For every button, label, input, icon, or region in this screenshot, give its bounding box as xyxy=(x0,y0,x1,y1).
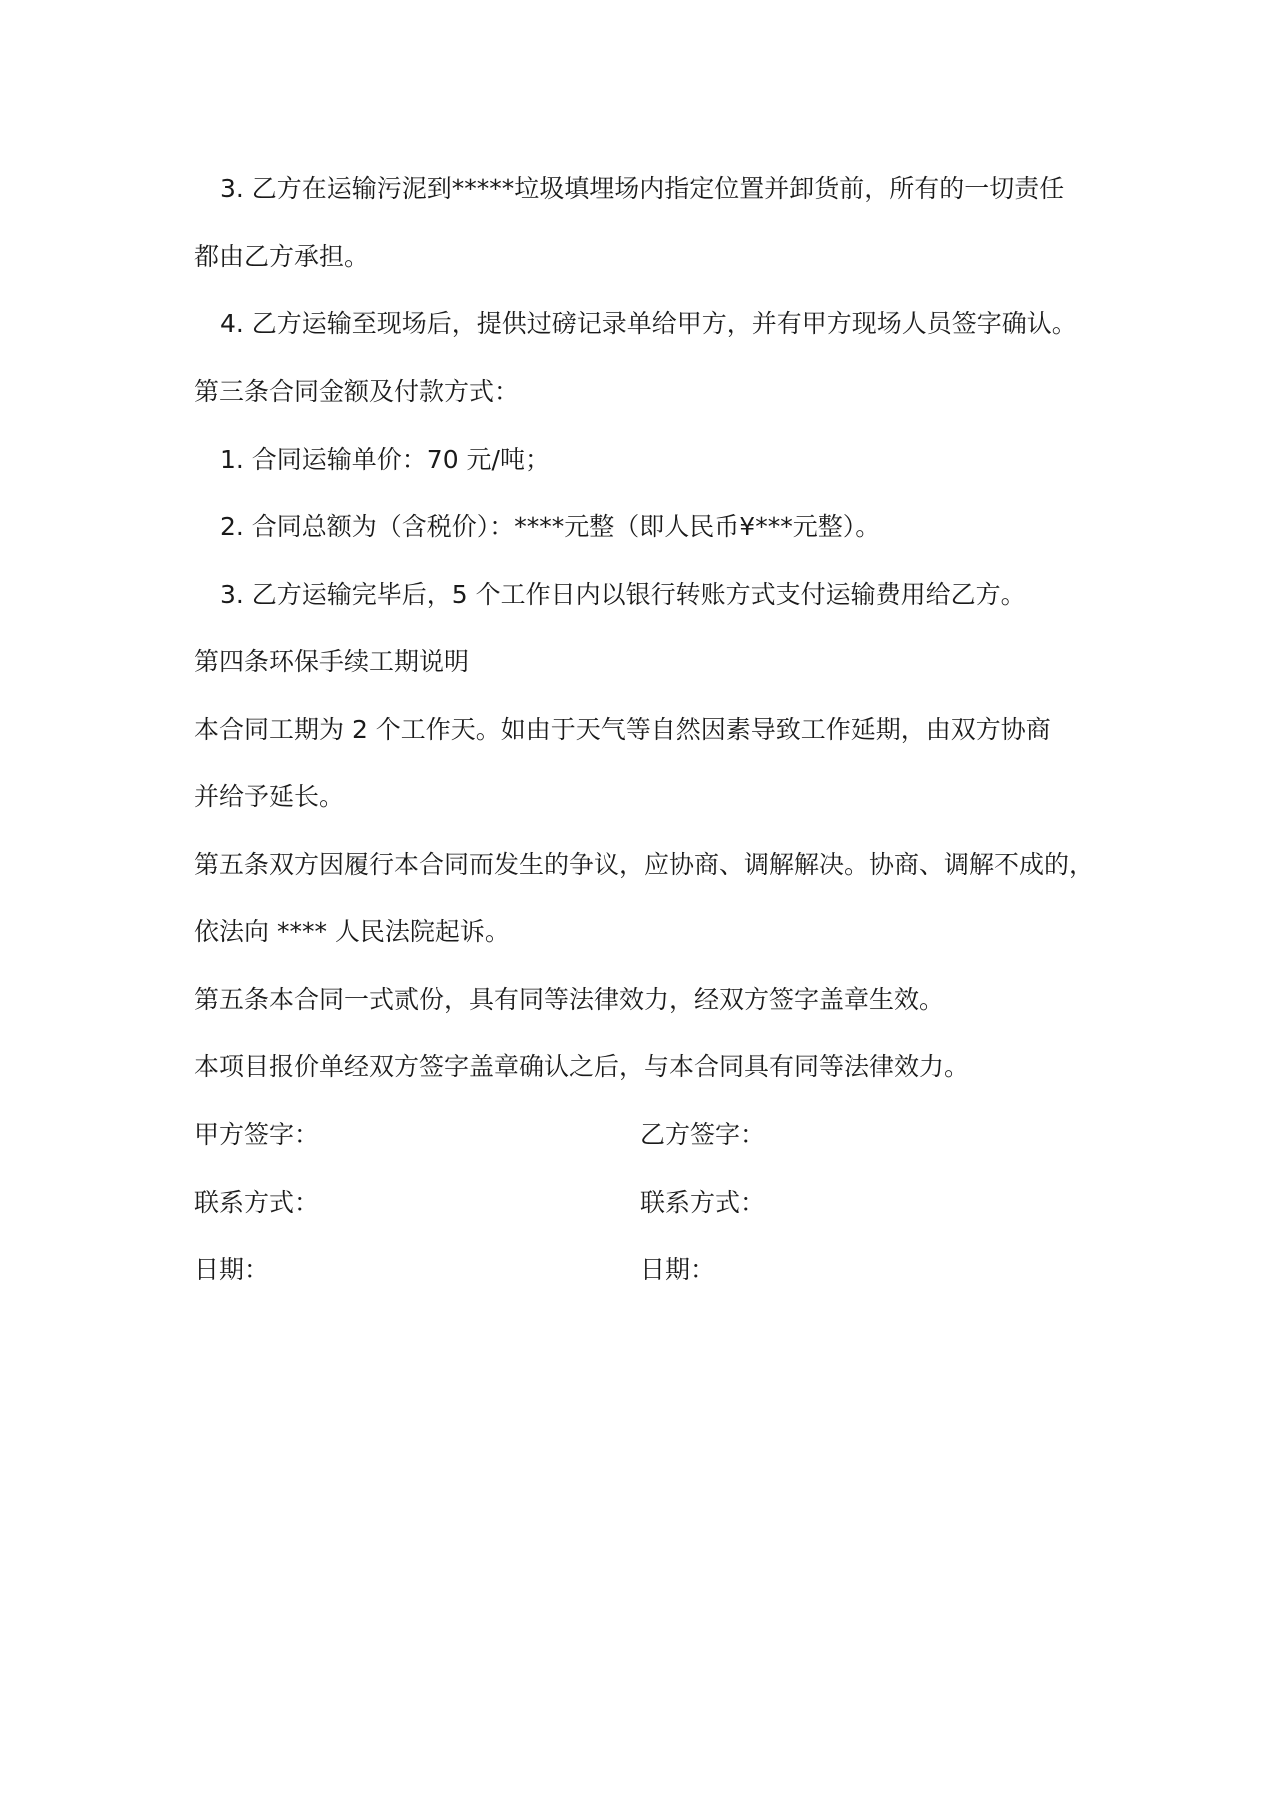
payment-terms: 3. 乙方运输完毕后，5 个工作日内以银行转账方式支付运输费用给乙方。 xyxy=(220,580,1026,609)
article-4-heading: 第四条环保手续工期说明 xyxy=(194,647,470,676)
duration-line-1: 本合同工期为 2 个工作天。如由于天气等自然因素导致工作延期，由双方协商 xyxy=(194,715,1051,744)
quotation-clause: 本项目报价单经双方签字盖章确认之后，与本合同具有同等法律效力。 xyxy=(194,1052,970,1081)
article-3-heading: 第三条合同金额及付款方式： xyxy=(194,377,520,406)
article-5-line-1: 第五条双方因履行本合同而发生的争议，应协商、调解解决。协商、调解不成的， xyxy=(194,850,1095,879)
unit-price: 1. 合同运输单价：70 元/吨； xyxy=(220,445,550,474)
clause-4: 4. 乙方运输至现场后，提供过磅记录单给甲方，并有甲方现场人员签字确认。 xyxy=(220,309,1077,338)
total-amount: 2. 合同总额为（含税价）：****元整（即人民币¥***元整）。 xyxy=(220,512,881,541)
clause-3-line-1: 3. 乙方在运输污泥到*****垃圾填埋场内指定位置并卸货前，所有的一切责任 xyxy=(220,174,1065,203)
party-a-date-label: 日期： xyxy=(194,1255,270,1284)
duration-line-2: 并给予延长。 xyxy=(194,782,345,811)
party-a-contact-label: 联系方式： xyxy=(194,1188,320,1217)
copies-clause: 第五条本合同一式贰份，具有同等法律效力，经双方签字盖章生效。 xyxy=(194,985,945,1014)
party-b-date-label: 日期： xyxy=(640,1255,716,1284)
party-b-contact-label: 联系方式： xyxy=(640,1188,766,1217)
party-b-signature-label: 乙方签字： xyxy=(640,1120,766,1149)
clause-3-line-2: 都由乙方承担。 xyxy=(194,242,370,271)
party-a-signature-label: 甲方签字： xyxy=(194,1120,320,1149)
article-5-line-2: 依法向 **** 人民法院起诉。 xyxy=(194,917,510,946)
